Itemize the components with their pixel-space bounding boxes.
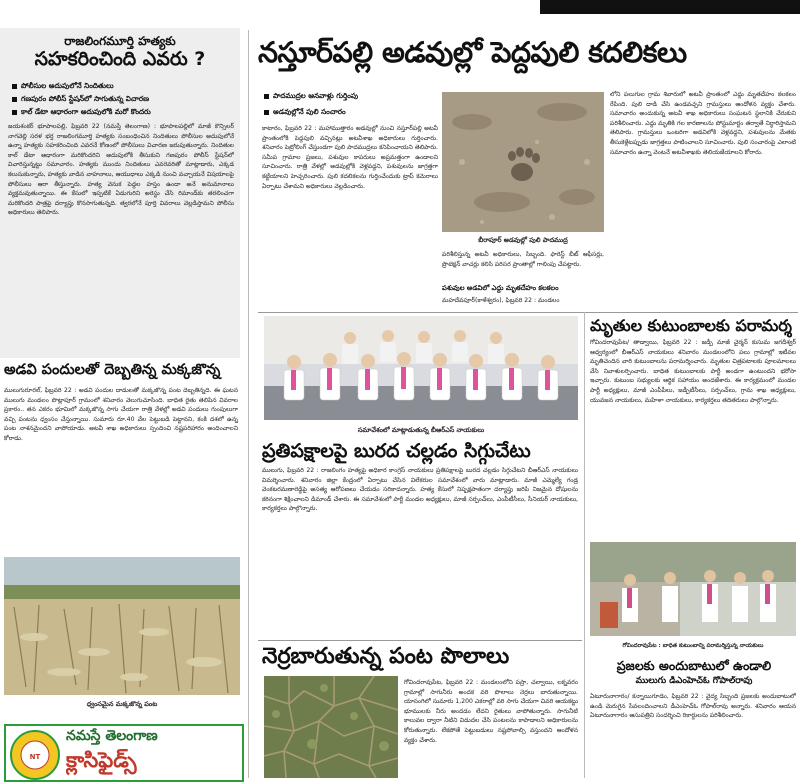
cracked-field-photo [264, 676, 398, 778]
group-photo-caption: సమావేశంలో మాట్లాడుతున్న బీఆర్‌ఎస్ నాయకులు [357, 426, 485, 434]
classifieds-ad [4, 724, 244, 782]
main-body-left: కాటారం, ఫిబ్రవరి 22 : మహాముత్తారం అడవుల్లో నుంచి నస్తూర్‌పల్లి అటవీ ప్రాంతంలోకి పెద్దపులి వచ్చినట్లు అటవీశాఖ అధికారులు గుర్తించారు. శనివారం పెట్రోలింగ్ చేస్తుండగా పులి పాదముద్రలు కనిపించాయని తెలిపారు. సమీప గ్రామాల ప్రజలు, పశువుల కాపరులు అప్రమత్తంగా ఉండాలని సూచించారు. రాత్రి వేళల్లో అడవుల్లోకి వెళ్లవద్దని, పశువులను జాగ్రత్తగా కట్టేయాలని హెచ్చరించారు. పులి కదలికలను గుర్తించేందుకు ట్రాప్ కెమెరాలు ఏర్పాటు చేశామని అధికారులు వెల్లడించారు. [262, 125, 438, 190]
ad-brand: నమస్తే తెలంగాణ [66, 728, 158, 744]
main-headline: నస్తూర్‌పల్లి అడవుల్లో పెద్దపులి కదలికలు [258, 36, 687, 69]
classifieds-seal [10, 730, 60, 780]
fields-body: గోవిందరావుపేట, ఫిబ్రవరి 22 : మండలంలోని పస్రా, చల్వాయి, లక్నవరం గ్రామాల్లో సాగునీరు అందక వరి పొలాలు నెర్రలు బారుతున్నాయి. యాసంగిలో సుమారు 1,200 ఎకరాల్లో వరి సాగు చేయగా చివరి ఆయకట్టు భూములకు నీరు అందడం లేదని రైతులు వాపోతున్నారు. సాగునీటి కాలువల ద్వారా నీటిని విడుదల చేసి పంటలను కాపాడాలని అధికారులను కోరుతున్నారు. లేకపోతే పెట్టుబడులు నష్టపోవాల్సి వస్తుందని ఆందోళన వ్యక్తం చేశారు. [404, 679, 578, 744]
svg-text:NT: NT [29, 753, 41, 761]
article-body: జయశంకర్ భూపాలపల్లి, ఫిబ్రవరి 22 (నమస్తే తెలంగాణ) : భూపాలపల్లిలో మాజీ కౌన్సిలర్ నాగవెల్లి సరళ భర్త రాజలింగమూర్తి హత్యకు సంబంధించిన నిందితులు పోలీసుల అదుపులోనే ఉన్నా హత్యకు సహకరించింది ఎవరనే కోణంలో పోలీసులు విచారణ జరుపుతున్నారు. నిందితుల కాల్ డేటా ఆధారంగా మరికొందరిని అదుపులోకి తీసుకుని గణపురం పోలీస్ స్టేషన్‌లో విచారిస్తున్నట్టు సమాచారం. హత్యకు ముందు నిందితులు ఎవరెవరితో మాట్లాడారు, ఎక్కడ కలుసుకున్నారు, హత్యకు వాడిన వాహనాలు, ఆయుధాలు ఎక్కడి నుంచి వచ్చాయనే విషయాలపై పోలీసులు ఆరా తీస్తున్నారు. హత్య వెనుక పెద్దల హస్తం ఉందా అనే అనుమానాలు వ్యక్తమవుతున్నాయి. ఈ కేసులో ఇప్పటికే ఏడుగురిని అరెస్టు చేసి రిమాండ్‌కు తరలించగా మరికొందరి పాత్రపై దర్యాప్తు కొనసాగుతున్నది. త్వరలోనే పూర్తి వివరాలు వెల్లడిస్తామని పోలీసు అధికారులు తెలిపారు. [8, 123, 234, 217]
article-headline: సహకరించింది ఎవరు ? [34, 48, 206, 70]
article-bullet: కాల్ డేటా ఆధారంగా అదుపులోకి మరో కొందరు [12, 106, 151, 117]
photo-caption: ధ్వంసమైన మక్కజొన్న పంట [86, 700, 158, 708]
main-body-right: లోని పలుగుల గ్రామ శివారులో అటవీ ప్రాంతంలో ఎద్దు మృతదేహం కలకలం రేపింది. పులి దాడి చేసి ఉండవచ్చని గ్రామస్తులు ఆందోళన వ్యక్తం చేశారు. సమాచారం అందుకున్న అటవీ శాఖ అధికారులు సంఘటన స్థలానికి చేరుకుని పరిశీలించారు. ఎద్దు మృతికి గల కారణాలను పోస్టుమార్టం తర్వాతే నిర్ధారిస్తామని తెలిపారు. గ్రామస్తులు ఒంటరిగా అడవిలోకి వెళ్లవద్దని, పశువులను మేతకు తీసుకెళ్లేటప్పుడు జాగ్రత్తలు పాటించాలని సూచించారు. పులి సంచారంపై ఎలాంటి సమాచారం ఉన్నా వెంటనే అటవీశాఖకు తెలియజేయాలని కోరారు. [610, 91, 796, 156]
health-body: ఏటూరునాగారం/ కన్నాయిగూడెం, ఫిబ్రవరి 22 : వైద్య సిబ్బంది ప్రజలకు అందుబాటులో ఉండి మెరుగైన సేవలందించాలని డీఎంహెచ్‌ఓ గోపాల్‌రావు అన్నారు. శనివారం ఆయన ఏటూరునాగారం ఆసుపత్రిని సందర్శించి రికార్డులను పరిశీలించారు. [590, 693, 796, 720]
health-headline: ప్రజలకు అందుబాటులో ఉండాలి [616, 658, 772, 673]
left-mid-article [4, 362, 240, 708]
main-body-under-photo: పరిశీలిస్తున్న అటవీ అధికారులు, సిబ్బంది. ఫారెస్ట్ బీట్ ఆఫీసర్లు, ప్రొటెక్షన్ వాచర్లు కలిసి పరిసర ప్రాంతాల్లో గాలింపు చేపట్టారు. [442, 251, 604, 268]
article-body: ములుగురూరల్, ఫిబ్రవరి 22 : అడవి పందుల దాడులతో మక్కజొన్న పంట దెబ్బతిన్నది. ఈ ఘటన ములుగు మండలం పొట్లాపూర్ గ్రామంలో శనివారం వెలుగుచూసింది. బాధిత రైతు తెలిపిన వివరాల ప్రకారం.. తన ఎకరం భూమిలో మక్కజొన్న సాగు చేయగా రాత్రి వేళల్లో అడవి పందులు గుంపులుగా వచ్చి పంటను ధ్వంసం చేస్తున్నాయి. సుమారు రూ.40 వేల పెట్టుబడి పెట్టానని, కంకి దశలో ఉన్న పంట నాశనమైందని వాపోయాడు. అటవీ శాఖ అధికారులు స్పందించి నష్టపరిహారం అందించాలని కోరాడు. [4, 387, 238, 442]
condolence-caption: గోవిందరావుపేట : బాధిత కుటుంబాన్ని పరామర్శిస్తున్న నాయకులు [622, 643, 764, 649]
health-subhead: ములుగు డీఎంహెచ్‌ఓ గోపాల్‌రావు [635, 676, 753, 686]
masthead-bar [540, 0, 800, 14]
article-kicker: రాజలింగమూర్తి హత్యకు [64, 34, 176, 48]
condolence-headline: మృతుల కుటుంబాలకు పరామర్శ [590, 316, 793, 335]
column-divider [584, 312, 585, 778]
sub-dateline: మహదేవపూర్(కాళేశ్వరం), ఫిబ్రవరి 22 : మండలం [442, 297, 560, 304]
opposition-body: ములుగు, ఫిబ్రవరి 22 : రాజలింగం హత్యపై అధికార కాంగ్రెస్ నాయకులు ప్రతిపక్షాలపై బురద చల్లడం సిగ్గుచేటని బీఆర్‌ఎస్ నాయకులు విమర్శించారు. శనివారం జిల్లా కేంద్రంలో ఏర్పాటు చేసిన విలేకరుల సమావేశంలో వారు మాట్లాడారు. మాజీ ఎమ్మెల్యే గండ్ర వెంకటరమణారెడ్డిపై అసత్య ఆరోపణలు చేయడం సరికాదన్నారు. హత్య కేసులో నిష్పక్షపాతంగా దర్యాప్తు జరిపి నిజమైన దోషులను కఠినంగా శిక్షించాలని డిమాండ్ చేశారు. ఈ సమావేశంలో పార్టీ మండల అధ్యక్షులు, మాజీ సర్పంచ్‌లు, ఎంపీటీసీలు, సీనియర్ నాయకులు, కార్యకర్తలు పాల్గొన్నారు. [262, 467, 578, 513]
sub-headline: పశువుల అడవిలో ఎద్దు మృతదేహం కలకలం [442, 284, 559, 292]
article-bullet: పోలీసుల అదుపులోనే నిందితులు [12, 80, 114, 91]
group-meeting-photo [264, 316, 578, 420]
pugmark-caption: బీరాపూర్ అడవుల్లో పులి పాదముద్ర [478, 236, 568, 244]
corn-field-photo [4, 557, 240, 695]
condolence-body: గోవిందరావుపేట/ తాడ్వాయి, ఫిబ్రవరి 22 : జడ్పీ మాజీ చైర్మన్ కుసుమ జగదీశ్వర్ ఆధ్వర్యంలో బీఆర్‌ఎస్ నాయకులు శనివారం మండలంలోని పలు గ్రామాల్లో ఇటీవల మృతిచెందిన వారి కుటుంబాలను పరామర్శించారు. మృతుల చిత్రపటాలకు పూలమాలలు వేసి నివాళులర్పించారు. బాధిత కుటుంబాలకు పార్టీ అండగా ఉంటుందని భరోసా ఇచ్చారు. కుటుంబ సభ్యులకు ఆర్థిక సహాయం అందజేశారు. ఈ కార్యక్రమంలో మండల పార్టీ అధ్యక్షులు, మాజీ ఎంపీపీలు, జడ్పీటీసీలు, సర్పంచ్‌లు, గ్రామ శాఖ అధ్యక్షులు, యువజన నాయకులు, మహిళా నాయకులు, కార్యకర్తలు తదితరులు పాల్గొన్నారు. [590, 339, 796, 404]
left-top-article [0, 28, 240, 358]
column-divider [248, 30, 249, 778]
opposition-headline: ప్రతిపక్షాలపై బురద చల్లడం సిగ్గుచేటు [262, 440, 531, 462]
ad-title: క్లాసిఫైడ్స్ [66, 748, 137, 772]
fields-headline: నెర్రబారుతున్న పంట పొలాలు [262, 644, 510, 669]
condolence-photo [590, 542, 796, 636]
section-divider [258, 312, 798, 313]
main-bullet: పాదముద్రల ఆనవాళ్లు గుర్తింపు [264, 90, 358, 101]
article-headline: అడవి పందులతో దెబ్బతిన్న మక్కజొన్న [4, 362, 221, 378]
pugmark-photo [442, 92, 604, 232]
main-bullet: అడవుల్లోనే పులి సంచారం [264, 106, 346, 117]
article-bullet: గణపురం పోలీస్ స్టేషన్‌లో సాగుతున్న విచారణ [12, 93, 149, 104]
section-divider [258, 640, 582, 641]
